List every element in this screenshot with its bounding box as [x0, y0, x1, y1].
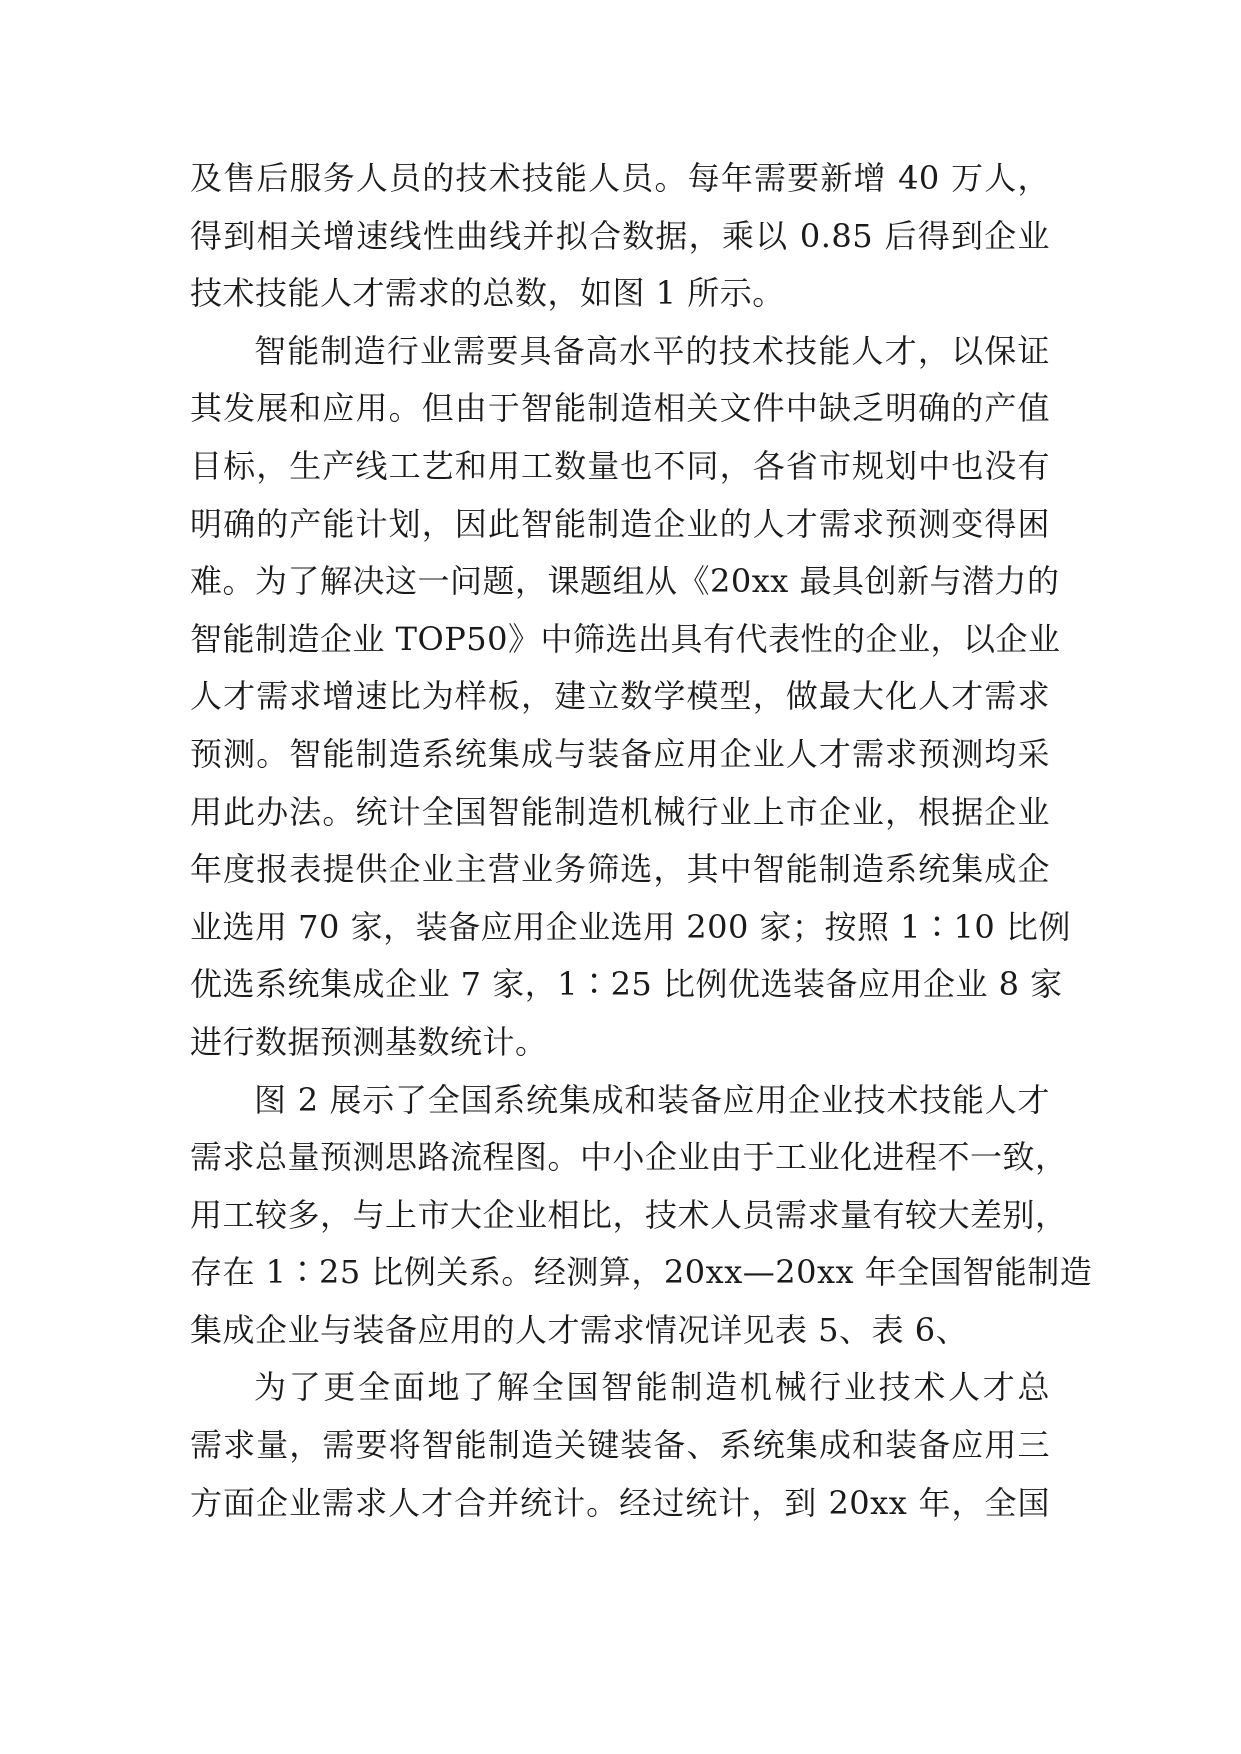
text-line: 人才需求增速比为样板，建立数学模型，做最大化人才需求 [190, 677, 1050, 716]
text-line: 明确的产能计划，因此智能制造企业的人才需求预测变得困 [190, 504, 1050, 543]
paragraph-start-line: 图 2 展示了全国系统集成和装备应用企业技术技能人才 [254, 1080, 1050, 1119]
text-line: 存在 1∶25 比例关系。经测算，20xx—20xx 年全国智能制造 [190, 1253, 1093, 1292]
text-line: 需求总量预测思路流程图。中小企业由于工业化进程不一致， [190, 1138, 1068, 1177]
text-line: 用此办法。统计全国智能制造机械行业上市企业，根据企业 [190, 792, 1050, 831]
body-text [190, 150, 1093, 1532]
text-line: 及售后服务人员的技术技能人员。每年需要新增 40 万人， [190, 159, 1050, 197]
text-line: 得到相关增速线性曲线并拟合数据，乘以 0.85 后得到企业 [190, 216, 1050, 255]
text-line: 需求量，需要将智能制造关键装备、系统集成和装备应用三 [190, 1426, 1050, 1465]
text-line: 优选系统集成企业 7 家，1∶25 比例优选装备应用企业 8 家 [190, 965, 1063, 1004]
text-line: 难。为了解决这一问题，课题组从《20xx 最具创新与潜力的 [190, 562, 1060, 601]
text-line: 用工较多，与上市大企业相比，技术人员需求量有较大差别， [190, 1195, 1068, 1234]
paragraph-start-line: 智能制造行业需要具备高水平的技术技能人才，以保证 [254, 331, 1050, 370]
text-line: 智能制造企业 TOP50》中筛选出具有代表性的企业，以企业 [190, 619, 1061, 658]
text-line: 方面企业需求人才合并统计。经过统计，到 20xx 年，全国 [190, 1483, 1050, 1522]
text-line: 目标，生产线工艺和用工数量也不同，各省市规划中也没有 [190, 446, 1050, 485]
text-line: 业选用 70 家，装备应用企业选用 200 家；按照 1∶10 比例 [190, 907, 1071, 946]
text-line: 年度报表提供企业主营业务筛选，其中智能制造系统集成企 [190, 850, 1050, 889]
text-line: 其发展和应用。但由于智能制造相关文件中缺乏明确的产值 [190, 389, 1050, 428]
text-line: 进行数据预测基数统计。 [190, 1022, 548, 1061]
text-line: 技术技能人才需求的总数，如图 1 所示。 [190, 274, 785, 313]
paragraph-start-line: 为了更全面地了解全国智能制造机械行业技术人才总 [254, 1368, 1050, 1407]
text-line: 集成企业与装备应用的人才需求情况详见表 5、表 6、 [190, 1310, 969, 1349]
text-line: 预测。智能制造系统集成与装备应用企业人才需求预测均采 [190, 734, 1050, 773]
